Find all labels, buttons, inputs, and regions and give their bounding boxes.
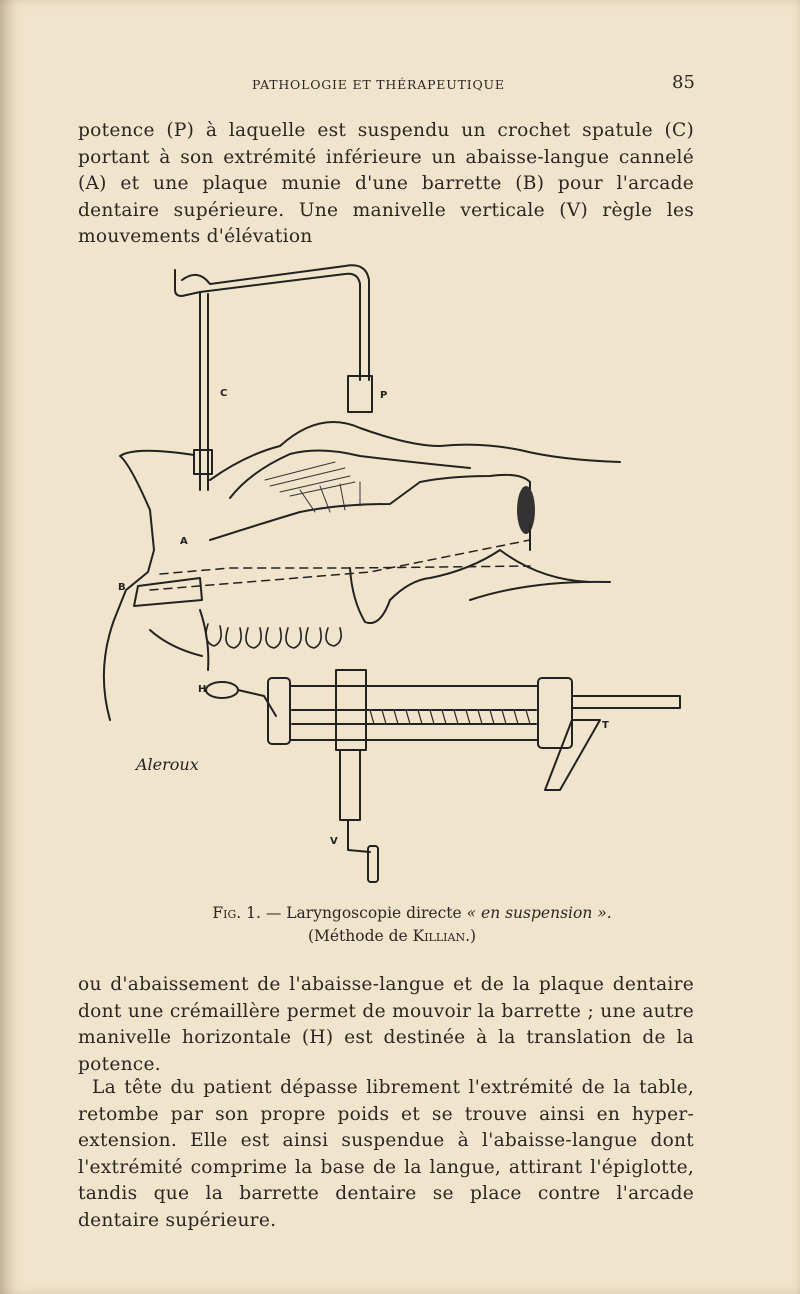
label-h: H [198, 684, 207, 695]
label-t: T [602, 720, 609, 731]
screw-housing-left [268, 678, 290, 744]
screw-housing [290, 686, 538, 740]
caption-prefix: Fig. 1. [212, 904, 261, 922]
running-head: PATHOLOGIE ET THÉRAPEUTIQUE [252, 77, 505, 92]
caption-italic: « en suspension ». [466, 904, 612, 922]
paragraph-bottom-1: ou d'abaissement de l'abaisse-langue et de la plaque dentaire dont une crémaillère permet de mouvoir la barrette ; une autre manivelle horizontale (H) est destinée à la translation de la potence. [78, 974, 694, 1075]
artist-signature: Aleroux [136, 755, 199, 774]
label-v: V [330, 836, 338, 847]
potence-block [348, 376, 372, 412]
screw-housing-right [538, 678, 572, 748]
caption-close: .) [465, 927, 477, 945]
label-c: C [220, 388, 228, 399]
caption-open: (Méthode de [307, 927, 413, 945]
caption-dash: — Laryngoscopie directe [260, 904, 467, 922]
tongue-outline [210, 422, 620, 480]
figure-laryngoscope [90, 250, 710, 900]
figure-caption-line2 [0, 925, 792, 947]
label-p: P [380, 390, 388, 401]
shaft-v [340, 750, 360, 820]
label-a: A [180, 536, 188, 547]
paragraph-top: potence (P) à laquelle est suspendu un crochet spatule (C) portant à son extrémité inférieure un abaisse-langue cannelé (A) et une plaque munie d'une barrette (B) pour l'arcade dentaire supérieure. Une manivelle verticale (V) règle les mouvements d'élévation [78, 120, 694, 247]
epiglottis-shadow [517, 486, 535, 534]
figure-caption-line1 [12, 902, 800, 924]
crochet-clamp [194, 450, 212, 474]
label-b: B [118, 582, 126, 593]
page-number: 85 [672, 72, 695, 93]
paragraph-bottom-2: La tête du patient dépasse librement l'extrémité de la table, retombe par son propre poids et se trouve ainsi en hyper-extension. Elle est ainsi suspendue à l'abaisse-langue dont l'extrémité comprime la base de la langue, attirant l'épiglotte, tandis que la barrette dentaire se place contre l'arcade dentaire supérieure. [78, 1077, 694, 1231]
potence-arm [175, 270, 360, 380]
caption-author: Killian [412, 927, 466, 945]
